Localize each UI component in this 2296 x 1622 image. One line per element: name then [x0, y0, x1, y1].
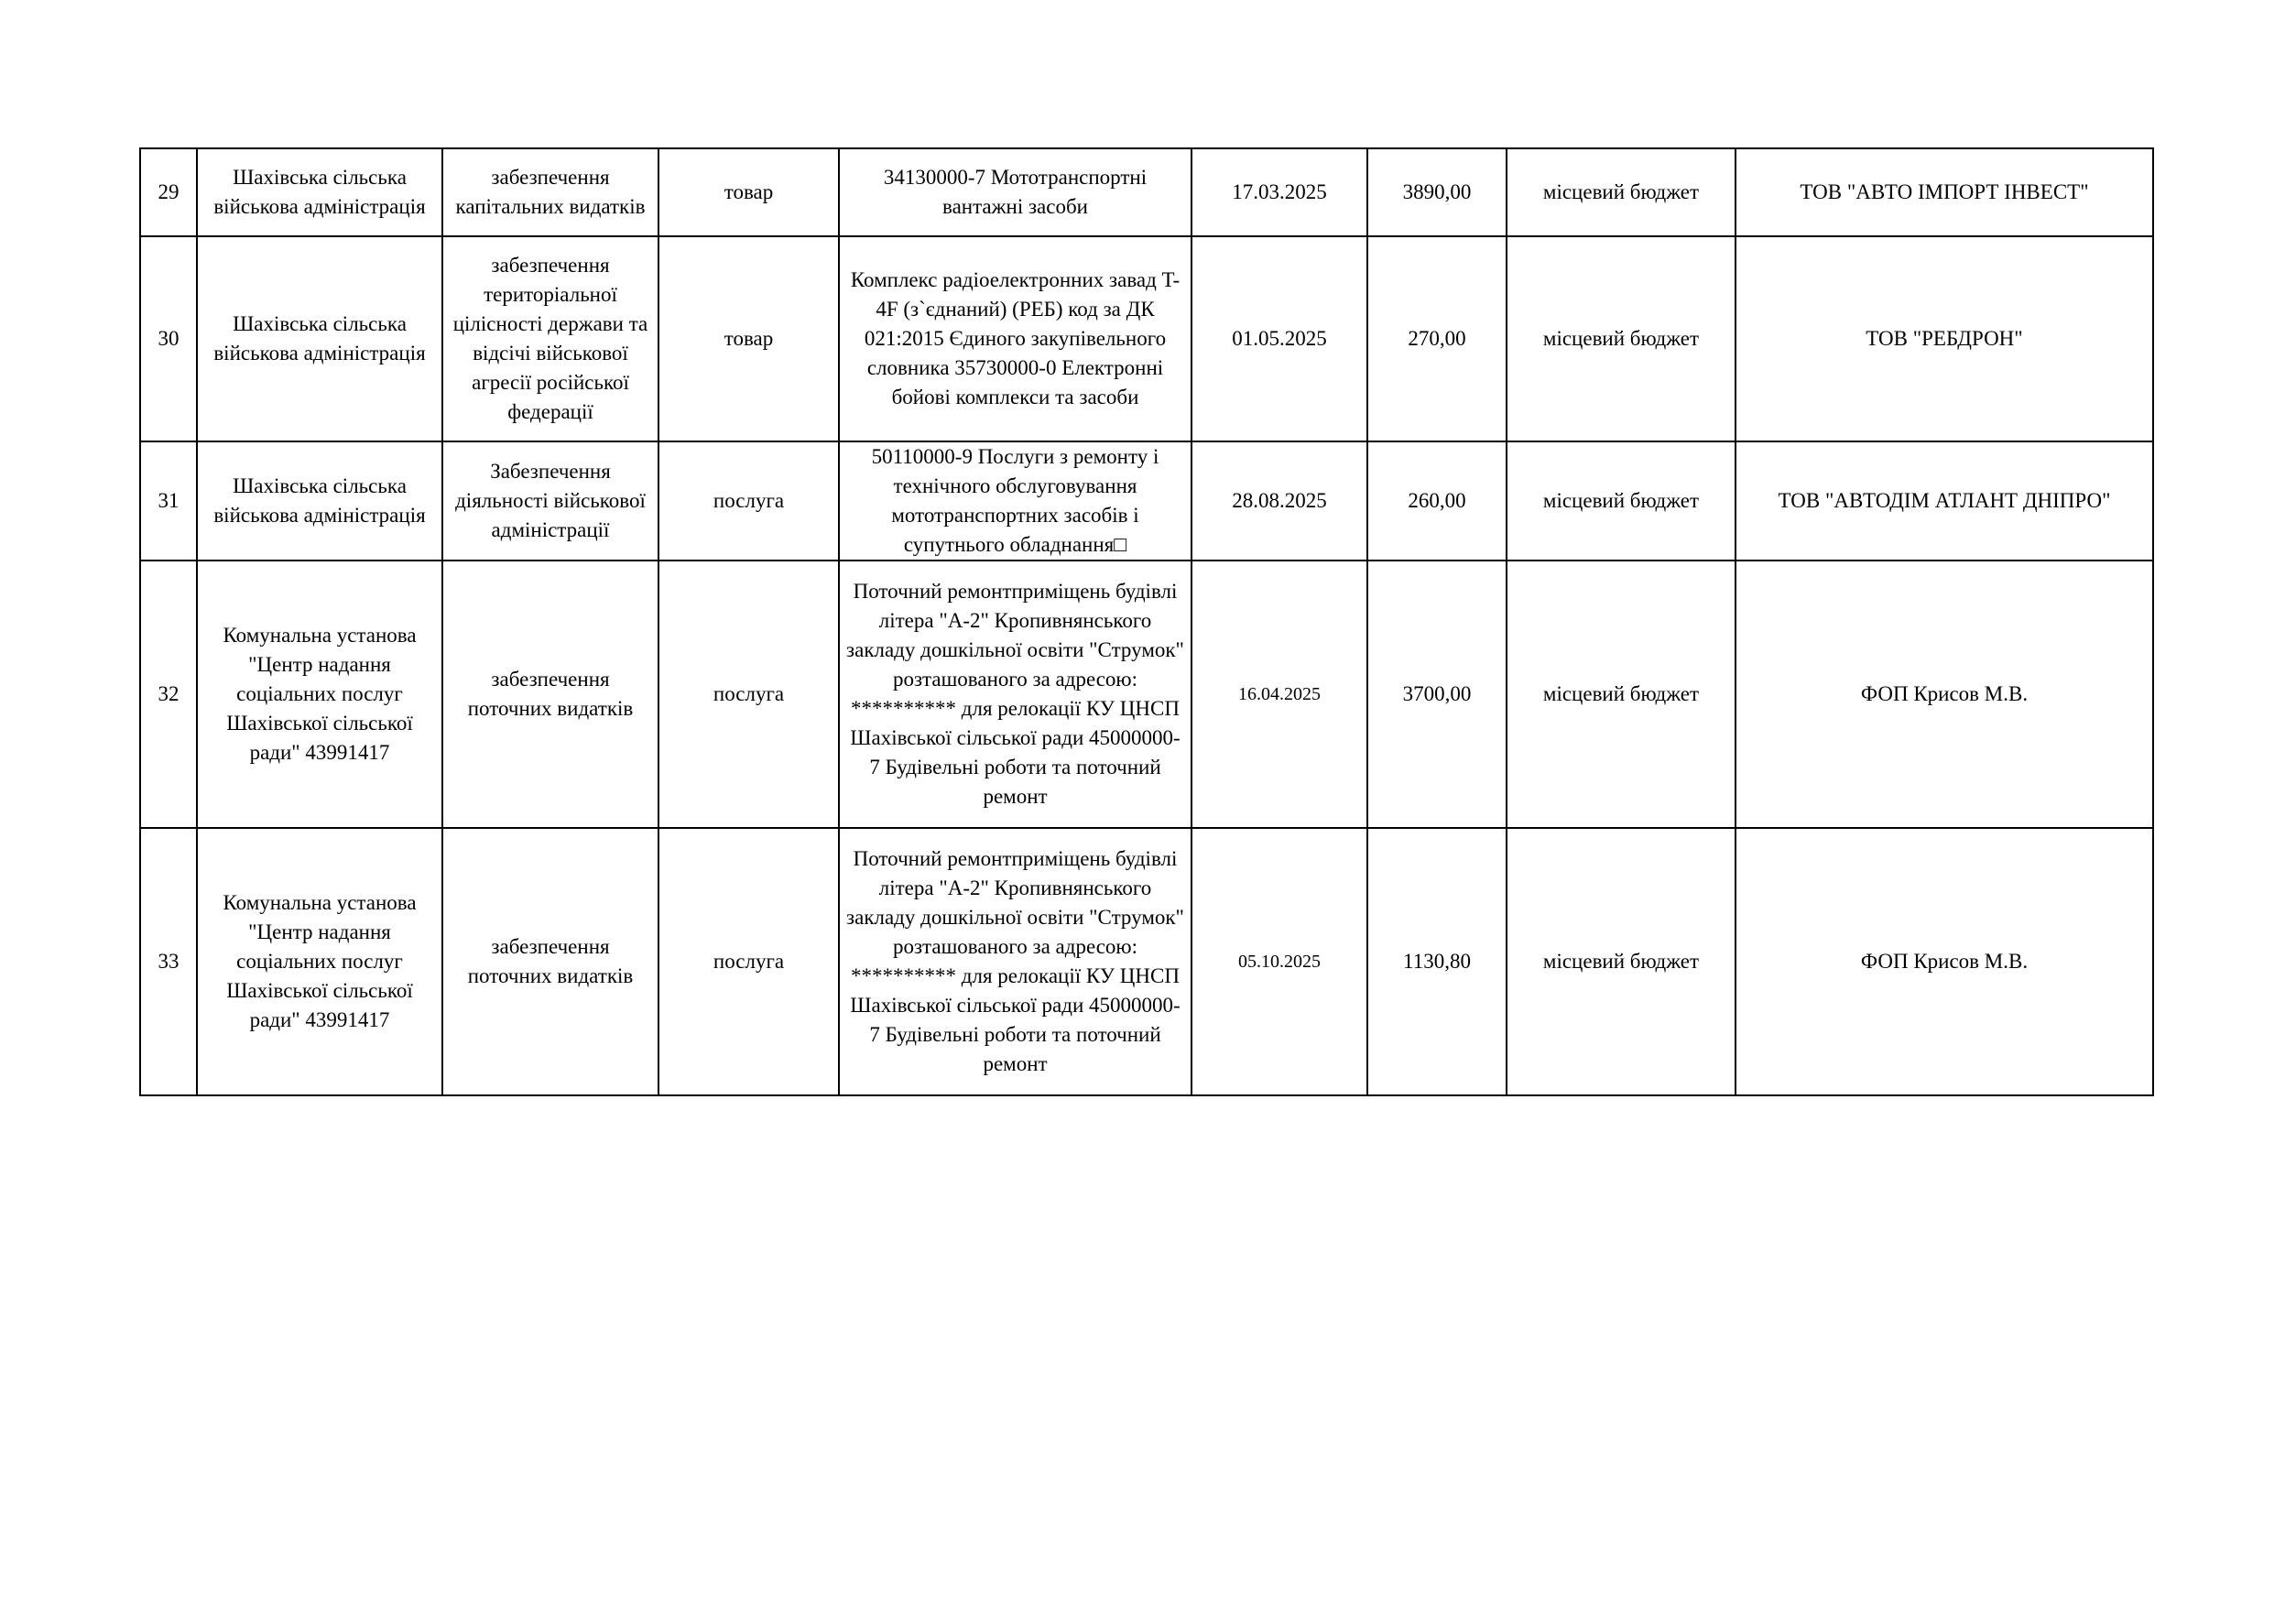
amount-cell: 260,00	[1367, 441, 1507, 561]
customer-cell: Комунальна установа "Центр надання соціальних послуг Шахівської сільської ради" 43991417	[197, 828, 442, 1095]
type-cell: послуга	[658, 828, 839, 1095]
subject-cell: Поточний ремонтприміщень будівлі літера "А-2" Кропивнянського закладу дошкільної освіти "Струмок" розташованого за адресою: ********** для релокації КУ ЦНСП Шахівської сільської ради 45000000-7 Будівельні роботи та поточний ремонт	[839, 828, 1192, 1095]
type-cell: товар	[658, 148, 839, 236]
subject-cell: 50110000-9 Послуги з ремонту і технічного обслуговування мототранспортних засобів і супутнього обладнання□	[839, 441, 1192, 561]
purpose-cell: забезпечення поточних видатків	[442, 828, 658, 1095]
row-number-cell: 33	[140, 828, 197, 1095]
amount-cell: 3890,00	[1367, 148, 1507, 236]
table-row	[140, 441, 2153, 561]
table-row	[140, 236, 2153, 441]
row-number-cell: 29	[140, 148, 197, 236]
supplier-cell: ФОП Крисов М.В.	[1736, 561, 2153, 828]
table-row	[140, 561, 2153, 828]
date-cell: 05.10.2025	[1192, 828, 1367, 1095]
table-row	[140, 828, 2153, 1095]
procurement-table	[139, 147, 2154, 1096]
type-cell: послуга	[658, 561, 839, 828]
row-number-cell: 30	[140, 236, 197, 441]
customer-cell: Шахівська сільська військова адміністрація	[197, 441, 442, 561]
purpose-cell: забезпечення поточних видатків	[442, 561, 658, 828]
funding-source-cell: місцевий бюджет	[1507, 441, 1736, 561]
date-cell: 01.05.2025	[1192, 236, 1367, 441]
customer-cell: Комунальна установа "Центр надання соціальних послуг Шахівської сільської ради" 43991417	[197, 561, 442, 828]
date-cell: 28.08.2025	[1192, 441, 1367, 561]
type-cell: послуга	[658, 441, 839, 561]
amount-cell: 270,00	[1367, 236, 1507, 441]
funding-source-cell: місцевий бюджет	[1507, 236, 1736, 441]
customer-cell: Шахівська сільська військова адміністрація	[197, 148, 442, 236]
supplier-cell: ТОВ "АВТО ІМПОРТ ІНВЕСТ"	[1736, 148, 2153, 236]
type-cell: товар	[658, 236, 839, 441]
supplier-cell: ТОВ "АВТОДІМ АТЛАНТ ДНІПРО"	[1736, 441, 2153, 561]
date-cell: 17.03.2025	[1192, 148, 1367, 236]
date-cell: 16.04.2025	[1192, 561, 1367, 828]
funding-source-cell: місцевий бюджет	[1507, 828, 1736, 1095]
funding-source-cell: місцевий бюджет	[1507, 561, 1736, 828]
subject-cell: Комплекс радіоелектронних завад T-4F (з`єднаний) (РЕБ) код за ДК 021:2015 Єдиного закупівельного словника 35730000-0 Електронні бойові комплекси та засоби	[839, 236, 1192, 441]
funding-source-cell: місцевий бюджет	[1507, 148, 1736, 236]
amount-cell: 1130,80	[1367, 828, 1507, 1095]
supplier-cell: ФОП Крисов М.В.	[1736, 828, 2153, 1095]
purpose-cell: забезпечення капітальних видатків	[442, 148, 658, 236]
supplier-cell: ТОВ "РЕБДРОН"	[1736, 236, 2153, 441]
purpose-cell: забезпечення територіальної цілісності держави та відсічі військової агресії російської федерації	[442, 236, 658, 441]
subject-cell: 34130000-7 Мототранспортні вантажні засоби	[839, 148, 1192, 236]
subject-cell: Поточний ремонтприміщень будівлі літера "А-2" Кропивнянського закладу дошкільної освіти "Струмок" розташованого за адресою: ********** для релокації КУ ЦНСП Шахівської сільської ради 45000000-7 Будівельні роботи та поточний ремонт	[839, 561, 1192, 828]
row-number-cell: 31	[140, 441, 197, 561]
row-number-cell: 32	[140, 561, 197, 828]
amount-cell: 3700,00	[1367, 561, 1507, 828]
purpose-cell: Забезпечення діяльності військової адміністрації	[442, 441, 658, 561]
table-row	[140, 148, 2153, 236]
customer-cell: Шахівська сільська військова адміністрація	[197, 236, 442, 441]
